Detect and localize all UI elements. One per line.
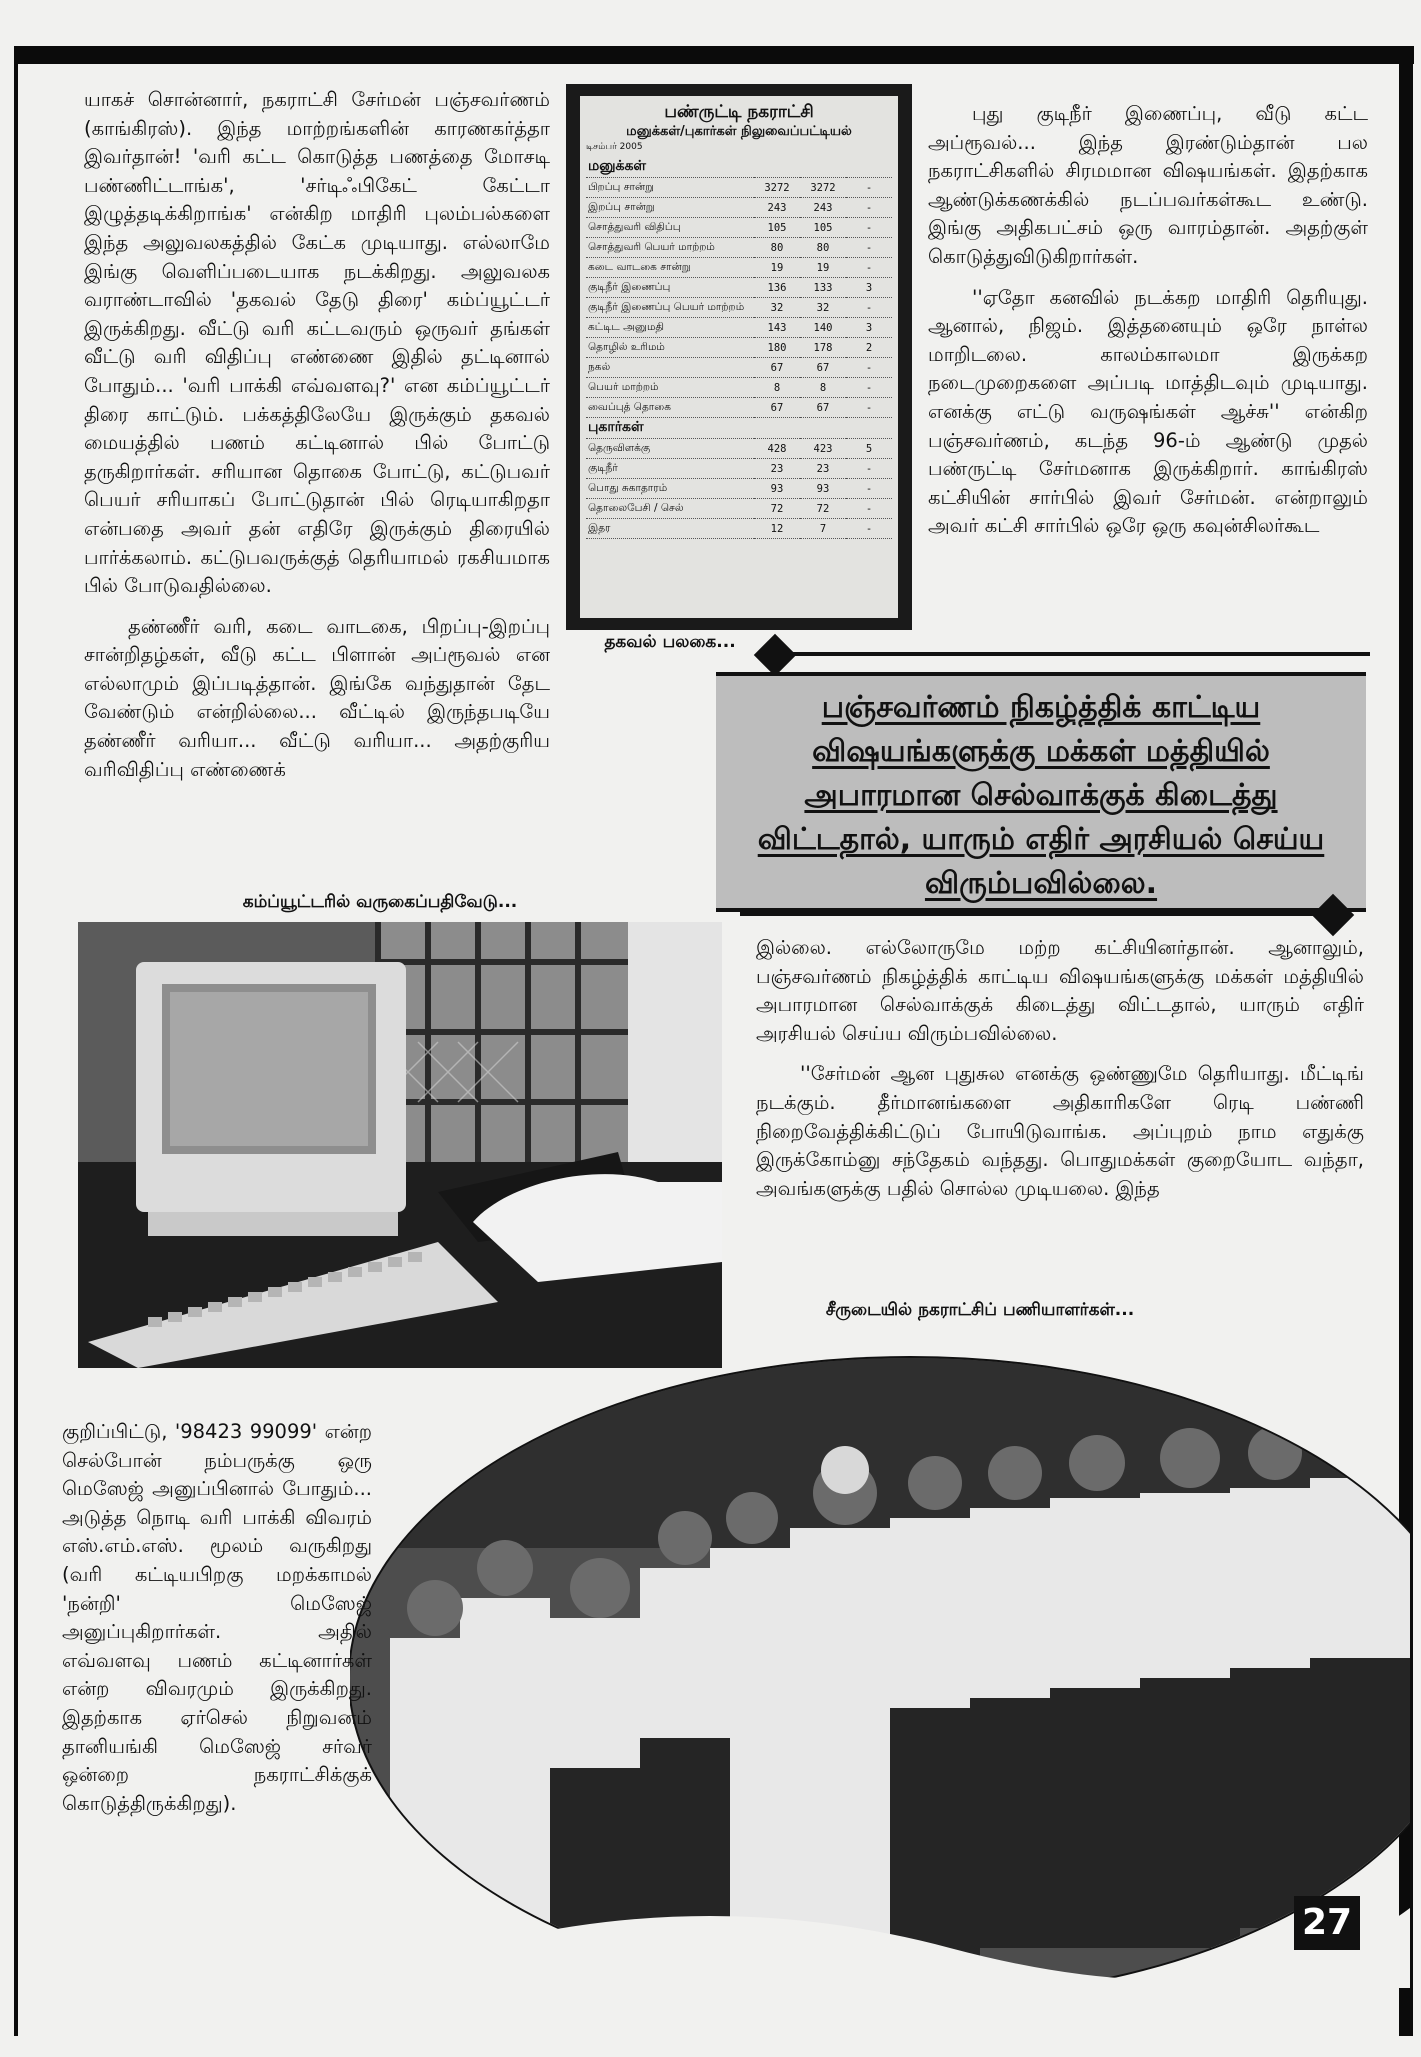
- pull-quote-text: பஞ்சவர்ணம் நிகழ்த்திக் காட்டிய விஷயங்களுக்கு மக்கள் மத்தியில் அபாரமான செல்வாக்குக் கிடைத்து விட்டதால், யாரும் எதிர் அரசியல் செய்ய விரும்பவில்லை.: [757, 690, 1325, 901]
- notice-board: [580, 96, 898, 618]
- board-row-received: 8: [754, 378, 800, 398]
- board-row-pending: -: [846, 298, 892, 318]
- board-row: [586, 358, 892, 378]
- group-photo: [350, 1348, 1410, 1988]
- paragraph: புது குடிநீர் இணைப்பு, வீடு கட்ட அப்ரூவல்... இந்த இரண்டும்தான் பல நகராட்சிகளில் சிரமமான விஷயங்கள். இதற்காக ஆண்டுக்கணக்கில் நடப்பவர்கள்கூட உண்டு. இங்கு அதிகபட்சம் ஒரு வாரம்தான். அதற்குள் கொடுத்துவிடுகிறார்கள்.: [928, 102, 1368, 268]
- board-row-label: இறப்பு சான்று: [586, 198, 754, 218]
- board-row-pending: -: [846, 358, 892, 378]
- page-number: 27: [1294, 1896, 1360, 1950]
- board-row-disposed: 32: [800, 298, 846, 318]
- board-row-pending: -: [846, 398, 892, 418]
- board-row: [586, 338, 892, 358]
- board-row-pending: -: [846, 198, 892, 218]
- paragraph: இல்லை. எல்லோருமே மற்ற கட்சியினர்தான். ஆனாலும், பஞ்சவர்ணம் நிகழ்த்திக் காட்டிய விஷயங்களுக்கு மக்கள் மத்தியில் அபாரமான செல்வாக்குக் கிடைத்து விட்டதால், யாரும் எதிர் அரசியல் செய்ய விரும்பவில்லை.: [756, 936, 1364, 1045]
- board-section-heading: மனுக்கள்: [586, 157, 892, 178]
- board-row: [586, 439, 892, 459]
- board-row-received: 32: [754, 298, 800, 318]
- board-row-received: 72: [754, 499, 800, 519]
- staff-group-illustration: [350, 1348, 1410, 1988]
- board-row-label: குடிநீர்: [586, 459, 754, 479]
- board-row-label: இதர: [586, 519, 754, 539]
- board-row-disposed: 80: [800, 238, 846, 258]
- board-row-disposed: 72: [800, 499, 846, 519]
- board-row-received: 67: [754, 398, 800, 418]
- information-board-photo: [566, 84, 912, 630]
- board-row-received: 80: [754, 238, 800, 258]
- board-row-label: குடிநீர் இணைப்பு: [586, 278, 754, 298]
- board-row-pending: 3: [846, 278, 892, 298]
- board-row-pending: -: [846, 258, 892, 278]
- board-row: [586, 238, 892, 258]
- board-row-pending: -: [846, 218, 892, 238]
- column-left-bottom: [62, 1418, 372, 1830]
- board-row-received: 93: [754, 479, 800, 499]
- board-row-received: 23: [754, 459, 800, 479]
- column-right-top: [928, 100, 1368, 553]
- board-row-disposed: 7: [800, 519, 846, 539]
- board-row-disposed: 140: [800, 318, 846, 338]
- board-row: [586, 499, 892, 519]
- board-subtitle: மனுக்கள்/புகார்கள் நிலுவைப்பட்டியல்: [626, 124, 852, 139]
- board-title: பண்ருட்டி நகராட்சி: [664, 102, 814, 122]
- computer-photo: [78, 922, 722, 1368]
- board-row-pending: 2: [846, 338, 892, 358]
- board-row-received: 3272: [754, 178, 800, 198]
- board-row-disposed: 243: [800, 198, 846, 218]
- board-row-disposed: 423: [800, 439, 846, 459]
- board-row-label: பெயர் மாற்றம்: [586, 378, 754, 398]
- board-row: [586, 178, 892, 198]
- board-row-pending: -: [846, 479, 892, 499]
- board-date: டிசம்பர் 2005: [586, 142, 643, 152]
- board-row-disposed: 8: [800, 378, 846, 398]
- computer-illustration: [78, 922, 722, 1368]
- board-row-pending: -: [846, 238, 892, 258]
- board-row: [586, 378, 892, 398]
- board-row: [586, 258, 892, 278]
- board-row-pending: -: [846, 178, 892, 198]
- paragraph: ''ஏதோ கனவில் நடக்கற மாதிரி தெரியுது. ஆனால், நிஜம். இத்தனையும் ஒரே நாள்ல மாறிடலை. காலம்காலமா இருக்கற நடைமுறைகளை அப்படி மாத்திடவும் முடியாது. எனக்கு எட்டு வருஷங்கள் ஆச்சு'' என்கிற பஞ்சவர்ணம், கடந்த 96-ம் ஆண்டு முதல் பண்ருட்டி சேர்மனாக இருக்கிறார். காங்கிரஸ் கட்சியின் சார்பில் இவர் சேர்மன். என்றாலும் அவர் கட்சி சார்பில் ஒரே ஒரு கவுன்சிலர்கூட: [928, 285, 1368, 538]
- board-row-label: சொத்துவரி பெயர் மாற்றம்: [586, 238, 754, 258]
- board-caption: தகவல் பலகை...: [604, 632, 736, 652]
- column-right-middle: [756, 934, 1364, 1215]
- board-row: [586, 278, 892, 298]
- pull-quote: [716, 672, 1366, 912]
- board-row: [586, 318, 892, 338]
- board-row-label: கடை வாடகை சான்று: [586, 258, 754, 278]
- board-row-received: 105: [754, 218, 800, 238]
- board-row-received: 136: [754, 278, 800, 298]
- board-row-received: 143: [754, 318, 800, 338]
- board-row-label: பொது சுகாதாரம்: [586, 479, 754, 499]
- board-row-label: தொழில் உரிமம்: [586, 338, 754, 358]
- board-row-disposed: 67: [800, 398, 846, 418]
- board-row-pending: -: [846, 519, 892, 539]
- board-section-heading: புகார்கள்: [586, 418, 892, 439]
- board-row-received: 243: [754, 198, 800, 218]
- board-row-label: பிறப்பு சான்று: [586, 178, 754, 198]
- board-row-disposed: 178: [800, 338, 846, 358]
- paragraph: ''சேர்மன் ஆன புதுசுல எனக்கு ஒண்ணுமே தெரியாது. மீட்டிங் நடக்கும். தீர்மானங்களை அதிகாரிகளே ரெடி பண்ணி நிறைவேத்திக்கிட்டுப் போயிடுவாங்க. அப்புறம் நாம எதுக்கு இருக்கோம்னு சந்தேகம் வந்தது. பொதுமக்கள் குறையோட வந்தா, அவங்களுக்கு பதில் சொல்ல முடியலை. இந்த: [756, 1062, 1364, 1200]
- board-row-received: 428: [754, 439, 800, 459]
- divider-line: [790, 652, 1370, 656]
- board-row-received: 67: [754, 358, 800, 378]
- board-row-pending: -: [846, 378, 892, 398]
- board-row: [586, 398, 892, 418]
- divider-line: [740, 912, 1320, 916]
- board-row-disposed: 133: [800, 278, 846, 298]
- group-caption: சீருடையில் நகராட்சிப் பணியாளர்கள்...: [825, 1300, 1135, 1320]
- board-table: [586, 157, 892, 539]
- board-row-label: கட்டிட அனுமதி: [586, 318, 754, 338]
- board-row-received: 180: [754, 338, 800, 358]
- paragraph: குறிப்பிட்டு, '98423 99099' என்ற செல்போன் நம்பருக்கு ஒரு மெஸேஜ் அனுப்பினால் போதும்... அடுத்த நொடி வரி பாக்கி விவரம் எஸ்.எம்.எஸ். மூலம் வருகிறது (வரி கட்டியபிறகு மறக்காமல் 'நன்றி' மெஸேஜ் அனுப்புகிறார்கள். அதில் எவ்வளவு பணம் கட்டினார்கள் என்ற விவரமும் இருக்கிறது. இதற்காக ஏர்செல் நிறுவனம் தானியங்கி மெஸேஜ் சர்வர் ஒன்றை நகராட்சிக்குக் கொடுத்திருக்கிறது).: [62, 1420, 372, 1815]
- board-row-label: நகல்: [586, 358, 754, 378]
- board-row-label: வைப்புத் தொகை: [586, 398, 754, 418]
- board-row-label: தெருவிளக்கு: [586, 439, 754, 459]
- board-row-disposed: 19: [800, 258, 846, 278]
- board-row: [586, 519, 892, 539]
- board-row-disposed: 67: [800, 358, 846, 378]
- board-row-pending: 5: [846, 439, 892, 459]
- left-rule: [14, 46, 18, 2036]
- board-row-label: குடிநீர் இணைப்பு பெயர் மாற்றம்: [586, 298, 754, 318]
- board-row-pending: -: [846, 499, 892, 519]
- board-row-received: 12: [754, 519, 800, 539]
- board-row-pending: -: [846, 459, 892, 479]
- board-row-label: தொலைபேசி / செல்: [586, 499, 754, 519]
- top-rule: [14, 46, 1414, 64]
- board-row: [586, 298, 892, 318]
- board-row-disposed: 23: [800, 459, 846, 479]
- paragraph: தண்ணீர் வரி, கடை வாடகை, பிறப்பு-இறப்பு சான்றிதழ்கள், வீடு கட்ட பிளான் அப்ரூவல் என எல்லாமும் இப்படித்தான். இங்கே வந்துதான் தேட வேண்டும் என்றில்லை... வீட்டில் இருந்தபடியே தண்ணீர் வரியா... வீட்டு வரியா... அதற்குரிய வரிவிதிப்பு எண்ணைக்: [84, 614, 550, 781]
- board-row-received: 19: [754, 258, 800, 278]
- computer-caption: கம்ப்யூட்டரில் வருகைப்பதிவேடு...: [242, 892, 518, 912]
- board-row: [586, 198, 892, 218]
- column-left-top: [84, 86, 550, 796]
- board-row-label: சொத்துவரி விதிப்பு: [586, 218, 754, 238]
- board-row-disposed: 93: [800, 479, 846, 499]
- board-row-disposed: 105: [800, 218, 846, 238]
- board-row: [586, 459, 892, 479]
- board-row: [586, 479, 892, 499]
- board-row-disposed: 3272: [800, 178, 846, 198]
- board-row: [586, 218, 892, 238]
- board-row-pending: 3: [846, 318, 892, 338]
- paragraph: யாகச் சொன்னார், நகராட்சி சேர்மன் பஞ்சவர்ணம் (காங்கிரஸ்). இந்த மாற்றங்களின் காரணகர்த்தா இவர்தான்! 'வரி கட்ட கொடுத்த பணத்தை மோசடி பண்ணிட்டாங்க', 'சர்டிஃபிகேட் கேட்டா இழுத்தடிக்கிறாங்க' என்கிற மாதிரி புலம்பல்களை இந்த அலுவலகத்தில் கேட்க முடியாது. எல்லாமே இங்கு வெளிப்படையாக நடக்கிறது. அலுவலக வராண்டாவில் 'தகவல் தேடு திரை' கம்ப்யூட்டர் இருக்கிறது. வீட்டு வரி கட்டவரும் ஒருவர் தங்கள் வீட்டு வரி விதிப்பு எண்ணை இதில் தட்டினால் போதும்... 'வரி பாக்கி எவ்வளவு?' என கம்ப்யூட்டர் திரை காட்டும். பக்கத்திலேயே இருக்கும் தகவல் மையத்தில் பணம் கட்டினால் பில் போட்டு தருகிறார்கள். சரியான தொகை போட்டு, கட்டுபவர் பெயர் சரியாகப் போட்டுதான் பில் ரெடியாகிறதா என்பதை அவர் தன் எதிரே இருக்கும் திரையில் பார்க்கலாம். கட்டுபவருக்குத் தெரியாமல் ரகசியமாக பில் போடுவதில்லை.: [84, 88, 550, 598]
